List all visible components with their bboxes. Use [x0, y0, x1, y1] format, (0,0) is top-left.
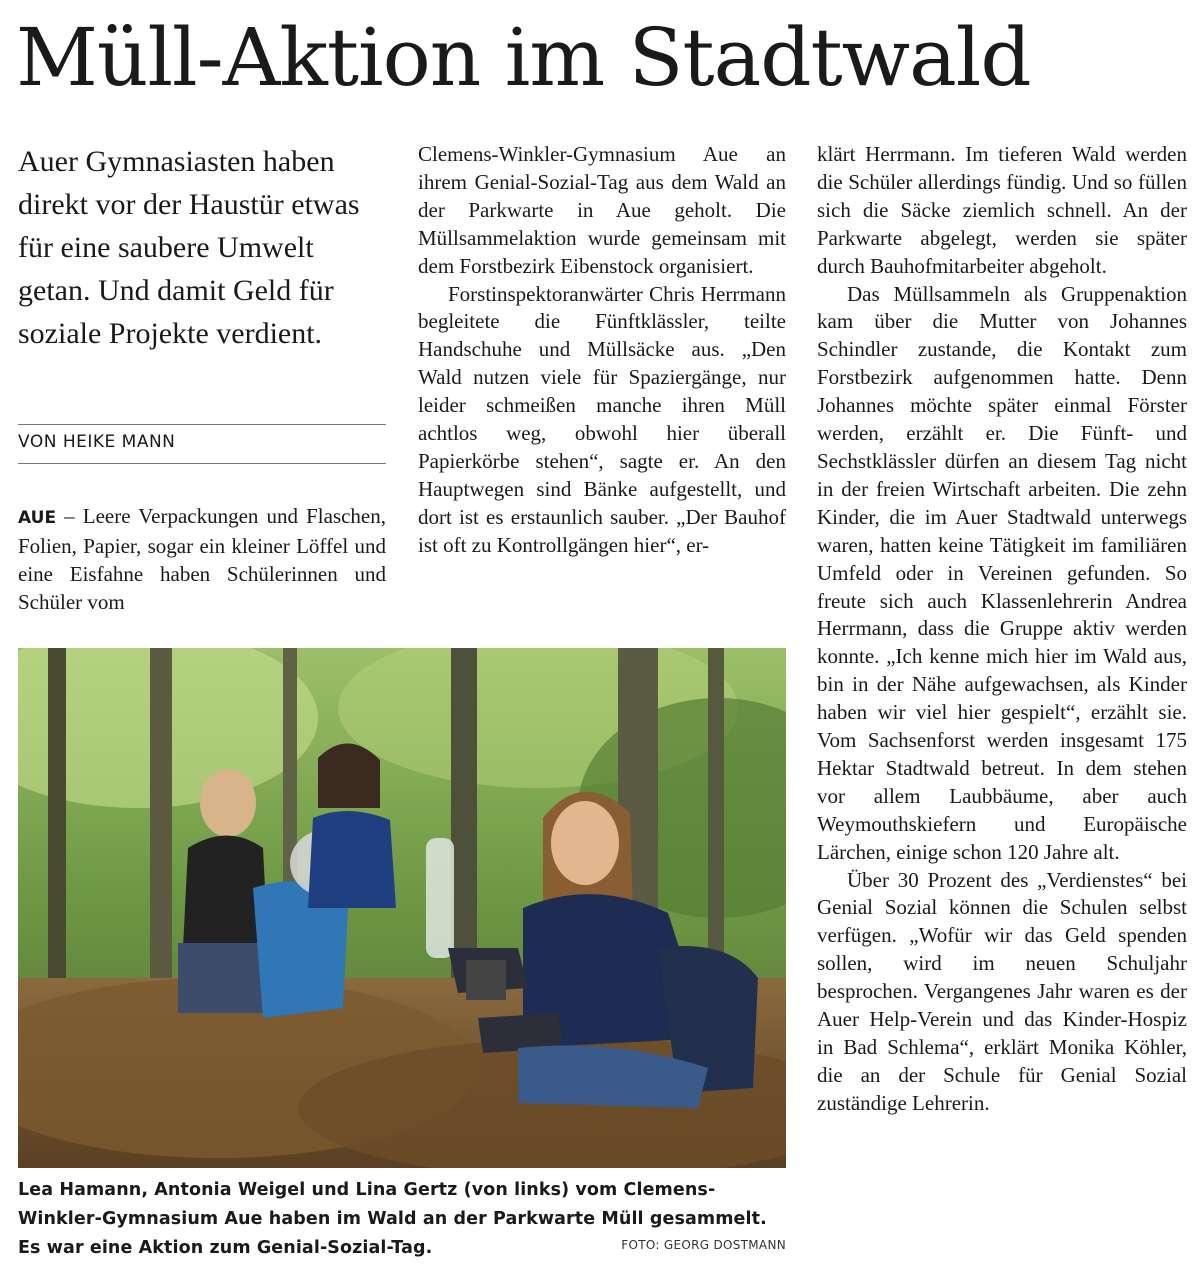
- column-2-paragraph-2: Forstinspektoranwärter Chris Herrmann begleitete die Fünftklässler, teilte Handschuhe und Müllsäcke aus. „Den Wald nutzen viele für Spaziergänge, nur leider schmeißen manche ihren Müll achtlos weg, obwohl hier überall Papierkörbe stehen“, sagte er. An den Hauptwegen sind Bänke aufgestellt, und dort ist es erstaunlich sauber. „Der Bauhof ist oft zu Kontrollgängen hier“, er-: [418, 281, 786, 557]
- byline-rule-bottom: [18, 463, 386, 464]
- column-1-text: Leere Verpackungen und Flaschen, Folien, Papier, sogar ein kleiner Löffel und eine Eisfahne haben Schülerinnen und Schüler vom: [18, 504, 387, 614]
- column-2: [418, 141, 786, 560]
- article-photo: [18, 648, 786, 1168]
- dateline-dash: –: [56, 504, 83, 528]
- headline: Müll-Aktion im Stadtwald: [16, 11, 1031, 104]
- byline: VON HEIKE MANN: [18, 432, 176, 452]
- photo-caption: Lea Hamann, Antonia Weigel und Lina Gertz (von links) vom Clemens-Winkler-Gymnasium Aue haben im Wald an der Parkwarte Müll gesammelt. Es war eine Aktion zum Genial-Sozial-Tag.: [18, 1180, 767, 1258]
- column-3-paragraph-3: Über 30 Prozent des „Verdienstes“ bei Genial Sozial können die Schulen selbst verfügen. „Wofür wir das Geld spenden sollen, wird im neuen Schuljahr besprochen. Vergangenes Jahr waren es der Auer Help-Verein und das Kinder-Hospiz in Bad Schlema“, erklärt Monika Köhler, die an der Schule für Genial Sozial zuständige Lehrerin.: [817, 867, 1187, 1115]
- column-3-paragraph-2: Das Müllsammeln als Gruppenaktion kam über die Mutter von Johannes Schindler zustande, die Kontakt zum Forstbezirk aufgenommen hatte. Denn Johannes möchte später einmal Förster werden, erzählt er. Die Fünft- und Sechstklässler dürfen an diesem Tag nicht in der freien Wirtschaft arbeiten. Die zehn Kinder, die im Auer Stadtwald unterwegs waren, hatten keine Tätigkeit im familiären Umfeld oder in Vereinen gefunden. So freute sich auch Klassenlehrerin Andrea Herrmann, dass die Gruppe aktiv werden konnte. „Ich kenne mich hier im Wald aus, bin in der Nähe aufgewachsen, als Kinder haben wir viel hier gespielt“, erzählt sie. Vom Sachsenforst werden insgesamt 175 Hektar Stadtwald betreut. In dem stehen vor allem Laubbäume, aber auch Weymouthskiefern und Europäische Lärchen, einige schon 120 Jahre alt.: [817, 281, 1187, 864]
- column-1-paragraph: [18, 503, 386, 617]
- column-3: [817, 141, 1187, 1118]
- forest-photo-illustration: [18, 648, 786, 1168]
- column-2-paragraph-1: Clemens-Winkler-Gymnasium Aue an ihrem Genial-Sozial-Tag aus dem Wald an der Parkwarte in Aue geholt. Die Müllsammelaktion wurde gemeinsam mit dem Forstbezirk Eibenstock organisiert.: [418, 142, 786, 278]
- dateline: AUE: [18, 508, 57, 528]
- column-1: [18, 503, 386, 617]
- byline-rule-top: [18, 424, 386, 425]
- lead-paragraph: Auer Gymnasiasten haben direkt vor der Haustür etwas für eine saubere Umwelt getan. Und damit Geld für soziale Projekte verdient.: [18, 145, 360, 350]
- column-3-paragraph-1: klärt Herrmann. Im tieferen Wald werden die Schüler allerdings fündig. Und so füllen sich die Säcke ziemlich schnell. An der Parkwarte abgelegt, werden sie später durch Bauhofmitarbeiter abgeholt.: [817, 142, 1187, 278]
- photo-credit: FOTO: GEORG DOSTMANN: [621, 1238, 786, 1252]
